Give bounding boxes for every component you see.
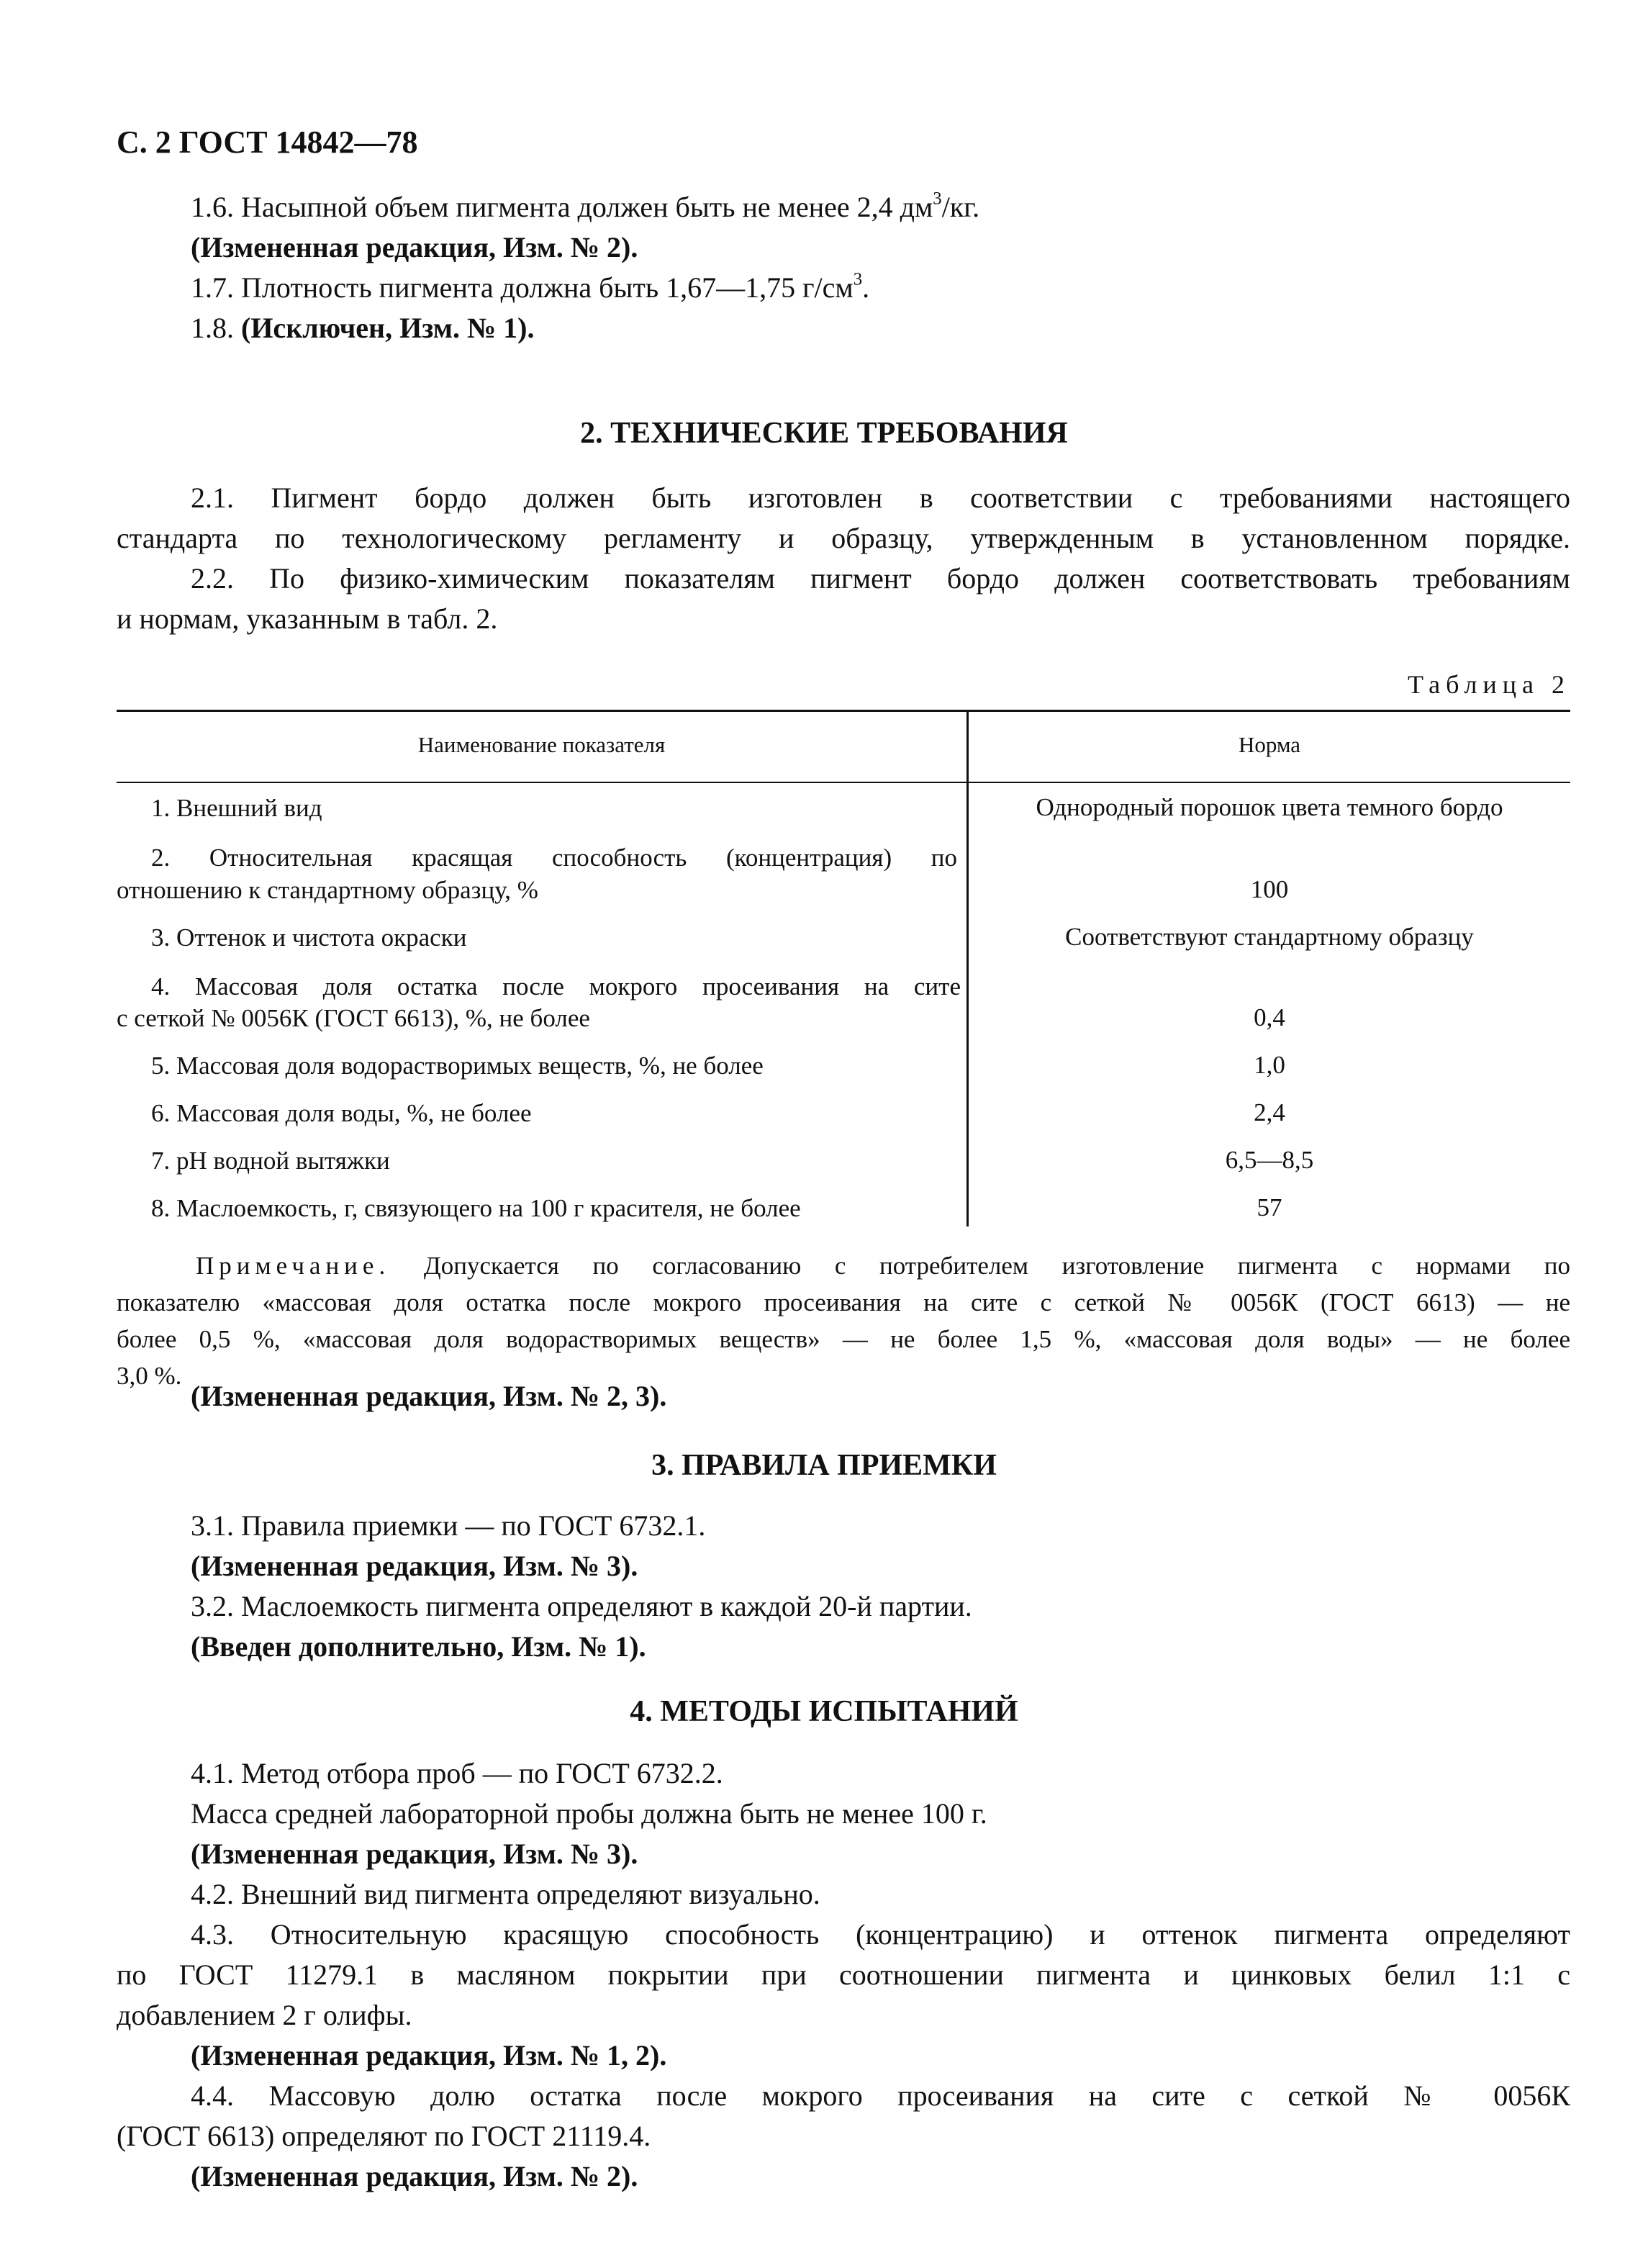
p22-line1: 2.2. По физико-химическим показателям пигмент бордо должен соответствовать требованиям (191, 562, 1570, 595)
table-row-7-name: 7. pH водной вытяжки (151, 1147, 390, 1175)
table-caption: Таблица 2 (1408, 670, 1570, 699)
table-header-name: Наименование показателя (417, 732, 666, 757)
paragraph-1-8 (191, 311, 534, 345)
table-row-4-name-line1: 4. Массовая доля остатка после мокрого просеивания на сите (151, 972, 961, 1000)
table-row-5-name: 5. Массовая доля водорастворимых веществ, %, не более (151, 1052, 764, 1080)
table-amendment: (Измененная редакция, Изм. № 2, 3). (191, 1380, 667, 1412)
paragraph-1-7 (191, 271, 869, 305)
table-row-3-norm: Соответствуют стандартному образцу (1065, 923, 1474, 951)
p18-amendment: (Исключен, Изм. № 1). (241, 312, 535, 344)
p41-amendment: (Измененная редакция, Изм. № 3). (191, 1838, 638, 1870)
paragraph-4-1: 4.1. Метод отбора проб — по ГОСТ 6732.2. (191, 1757, 723, 1789)
table-note (117, 1247, 1570, 1394)
p44-line1: 4.4. Массовую долю остатка после мокрого просеивания на сите с сеткой № 0056К (191, 2079, 1570, 2112)
table-header-rule (117, 782, 1570, 783)
table-row-6-name: 6. Массовая доля воды, %, не более (151, 1099, 532, 1127)
table-row-7-norm: 6,5—8,5 (1225, 1146, 1314, 1174)
p21-line2: стандарта по технологическому регламенту и образцу, утвержденным в установленном порядке. (117, 522, 1570, 554)
table-row-2-norm: 100 (1250, 875, 1289, 903)
p16-text: 1.6. Насыпной объем пигмента должен быть не менее 2,4 дм (191, 191, 933, 223)
table-header-norm: Норма (1238, 732, 1301, 757)
p31-amendment: (Измененная редакция, Изм. № 3). (191, 1550, 638, 1582)
table-top-rule (117, 710, 1570, 712)
table-row-1-name: 1. Внешний вид (151, 794, 322, 822)
table-row-8-norm: 57 (1257, 1193, 1282, 1221)
table-note-text-1: Допускается по согласованию с потребителем изготовление пигмента с нормами по (423, 1252, 1571, 1280)
table-row-5-norm: 1,0 (1254, 1051, 1285, 1079)
p16-amendment: (Измененная редакция, Изм. № 2). (191, 231, 638, 263)
p43-line1: 4.3. Относительную красящую способность (концентрацию) и оттенок пигмента определяют (191, 1918, 1570, 1951)
table-note-line4: 3,0 %. (117, 1362, 182, 1390)
table-note-line1 (117, 1247, 1570, 1284)
p43-amendment: (Измененная редакция, Изм. № 1, 2). (191, 2039, 667, 2072)
table-note-label: Примечание. (196, 1252, 391, 1280)
p18-number: 1.8. (191, 312, 234, 344)
table-row-2-name-line2: отношению к стандартному образцу, % (117, 876, 538, 904)
table-row-6-norm: 2,4 (1254, 1098, 1285, 1126)
p16-superscript: 3 (933, 189, 942, 209)
table-row-3-name: 3. Оттенок и чистота окраски (151, 923, 467, 952)
paragraph-3-1: 3.1. Правила приемки — по ГОСТ 6732.1. (191, 1509, 706, 1542)
table-note-line3: более 0,5 %, «массовая доля водорастворимых веществ» — не более 1,5 %, «массовая доля воды» — не более (117, 1325, 1570, 1353)
paragraph-1-6 (191, 190, 979, 225)
p44-amendment: (Измененная редакция, Изм. № 2). (191, 2160, 638, 2192)
p16-unit: /кг. (941, 191, 980, 223)
p17-end: . (862, 271, 870, 304)
p17-superscript: 3 (853, 269, 863, 289)
p17-text: 1.7. Плотность пигмента должна быть 1,67—1,75 г/см (191, 271, 854, 304)
table-row-4-norm: 0,4 (1254, 1003, 1285, 1031)
p21-line1: 2.1. Пигмент бордо должен быть изготовлен в соответствии с требованиями настоящего (191, 482, 1570, 514)
section-3-title: 3. ПРАВИЛА ПРИЕМКИ (651, 1449, 997, 1482)
table-note-line2: показателю «массовая доля остатка после мокрого просеивания на сите с сеткой № 0056К (ГОСТ 6613) — не (117, 1288, 1570, 1316)
section-4-title: 4. МЕТОДЫ ИСПЫТАНИЙ (630, 1695, 1018, 1728)
p44-line2: (ГОСТ 6613) определяют по ГОСТ 21119.4. (117, 2120, 651, 2152)
paragraph-4-2: 4.2. Внешний вид пигмента определяют визуально. (191, 1878, 820, 1910)
p22-line2: и нормам, указанным в табл. 2. (117, 602, 498, 635)
section-2-title: 2. ТЕХНИЧЕСКИЕ ТРЕБОВАНИЯ (580, 417, 1068, 450)
page-header: С. 2 ГОСТ 14842—78 (117, 125, 418, 160)
table-row-4-name-line2: с сеткой № 0056К (ГОСТ 6613), %, не более (117, 1004, 590, 1032)
p43-line2: по ГОСТ 11279.1 в масляном покрытии при соотношении пигмента и цинковых белил 1:1 с (117, 1958, 1570, 1991)
p43-line3: добавлением 2 г олифы. (117, 1999, 412, 2031)
table-row-1-norm: Однородный порошок цвета темного бордо (1036, 793, 1503, 821)
p32-amendment: (Введен дополнительно, Изм. № 1). (191, 1630, 646, 1663)
paragraph-3-2: 3.2. Маслоемкость пигмента определяют в каждой 20-й партии. (191, 1590, 972, 1622)
paragraph-4-1-mass: Масса средней лабораторной пробы должна быть не менее 100 г. (191, 1797, 987, 1830)
table-row-2-name-line1: 2. Относительная красящая способность (концентрация) по (151, 844, 957, 872)
table-row-8-name: 8. Маслоемкость, г, связующего на 100 г красителя, не более (151, 1194, 801, 1222)
